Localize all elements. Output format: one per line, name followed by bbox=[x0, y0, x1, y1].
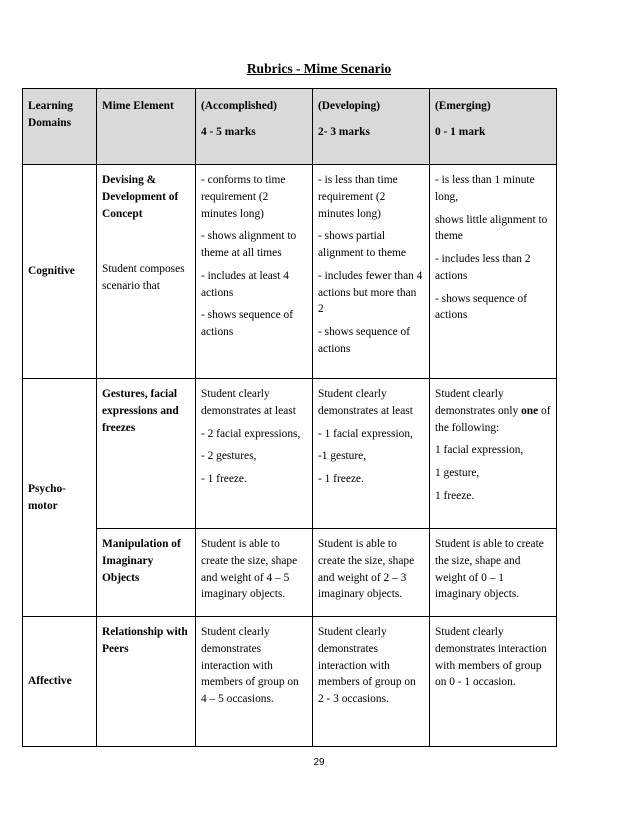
header-row bbox=[23, 89, 557, 165]
gestures-accomplished-item: Student clearly demonstrates at least bbox=[201, 388, 296, 417]
element-manipulation-title: Manipulation of Imaginary Objects bbox=[102, 538, 181, 584]
cognitive-emerging-item: shows little alignment to theme bbox=[435, 213, 548, 243]
header-developing-label: (Developing) bbox=[318, 100, 381, 112]
psychomotor-gestures-row bbox=[23, 379, 557, 529]
header-learning-domains: Learning Domains bbox=[23, 89, 97, 165]
affective-row bbox=[23, 617, 557, 747]
cognitive-developing-item: - includes fewer than 4 actions but more than 2 bbox=[318, 269, 423, 316]
cognitive-accomplished-item: - shows alignment to theme at all times bbox=[201, 230, 297, 260]
manipulation-developing: Student is able to create the size, shape and weight of 2 – 3 imaginary objects. bbox=[313, 529, 430, 617]
gestures-emerging-bold: one bbox=[521, 404, 539, 417]
gestures-emerging-suffix: of the following: bbox=[435, 404, 551, 434]
cognitive-emerging bbox=[430, 165, 557, 379]
element-devising bbox=[97, 165, 196, 379]
affective-developing: Student clearly demonstrates interaction with members of group on 2 - 3 occasions. bbox=[313, 617, 430, 747]
cognitive-developing-item: - is less than time requirement (2 minutes long) bbox=[318, 174, 398, 220]
header-emerging-marks: 0 - 1 mark bbox=[435, 125, 486, 138]
gestures-developing-item: - 1 facial expression, bbox=[318, 427, 413, 440]
cognitive-emerging-item: - shows sequence of actions bbox=[435, 292, 528, 322]
cognitive-row bbox=[23, 165, 557, 379]
page-title: Rubrics - Mime Scenario bbox=[246, 61, 392, 76]
cognitive-developing-item: - shows sequence of actions bbox=[318, 326, 411, 355]
element-gestures bbox=[97, 379, 196, 529]
element-relationship bbox=[97, 617, 196, 747]
gestures-emerging bbox=[430, 379, 557, 529]
cognitive-accomplished-item: - shows sequence of actions bbox=[201, 309, 294, 339]
element-relationship-title: Relationship with Peers bbox=[102, 626, 188, 655]
affective-emerging: Student clearly demonstrates interaction with members of group on 0 - 1 occasion. bbox=[430, 617, 557, 747]
psychomotor-manipulation-row bbox=[23, 529, 557, 617]
domain-psychomotor: Psycho-motor bbox=[23, 379, 97, 617]
gestures-developing bbox=[313, 379, 430, 529]
header-accomplished-marks: 4 - 5 marks bbox=[201, 125, 256, 138]
gestures-accomplished-item: - 2 facial expressions, bbox=[201, 427, 301, 440]
cognitive-accomplished-item: - includes at least 4 actions bbox=[201, 269, 289, 299]
rubric-table bbox=[22, 88, 557, 747]
cognitive-accomplished bbox=[196, 165, 313, 379]
gestures-accomplished-item: - 1 freeze. bbox=[201, 473, 247, 486]
manipulation-emerging: Student is able to create the size, shape and weight of 0 – 1 imaginary objects. bbox=[430, 529, 557, 617]
gestures-accomplished bbox=[196, 379, 313, 529]
cognitive-accomplished-item: - conforms to time requirement (2 minutes long) bbox=[201, 174, 286, 220]
header-emerging-label: (Emerging) bbox=[435, 100, 491, 112]
cognitive-emerging-item: - is less than 1 minute long, bbox=[435, 174, 535, 203]
element-manipulation bbox=[97, 529, 196, 617]
affective-accomplished: Student clearly demonstrates interaction with members of group on 4 – 5 occasions. bbox=[196, 617, 313, 747]
gestures-accomplished-item: - 2 gestures, bbox=[201, 450, 257, 463]
header-emerging bbox=[430, 89, 557, 165]
page-number: 29 bbox=[313, 757, 325, 768]
cognitive-emerging-item: - includes less than 2 actions bbox=[435, 253, 531, 282]
element-gestures-title: Gestures, facial expressions and freezes bbox=[102, 388, 179, 434]
cognitive-developing bbox=[313, 165, 430, 379]
gestures-developing-item: - 1 freeze. bbox=[318, 473, 364, 486]
header-developing bbox=[313, 89, 430, 165]
cognitive-developing-item: - shows partial alignment to theme bbox=[318, 230, 406, 260]
gestures-emerging-item: 1 gesture, bbox=[435, 467, 480, 480]
gestures-emerging-prefix: Student clearly demonstrates only bbox=[435, 388, 522, 417]
element-devising-title: Devising & Development of Concept bbox=[102, 174, 179, 220]
gestures-emerging-item: 1 freeze. bbox=[435, 489, 475, 502]
domain-affective: Affective bbox=[23, 617, 97, 747]
header-accomplished bbox=[196, 89, 313, 165]
gestures-developing-item: -1 gesture, bbox=[318, 450, 367, 463]
header-developing-marks: 2- 3 marks bbox=[318, 125, 370, 138]
element-devising-sub: Student composes scenario that bbox=[102, 263, 185, 293]
header-mime-element: Mime Element bbox=[97, 89, 196, 165]
gestures-emerging-item: 1 facial expression, bbox=[435, 444, 524, 457]
header-accomplished-label: (Accomplished) bbox=[201, 100, 277, 112]
gestures-developing-item: Student clearly demonstrates at least bbox=[318, 388, 413, 417]
domain-cognitive: Cognitive bbox=[23, 165, 97, 379]
gestures-emerging-intro bbox=[435, 386, 551, 436]
manipulation-accomplished: Student is able to create the size, shape and weight of 4 – 5 imaginary objects. bbox=[196, 529, 313, 617]
